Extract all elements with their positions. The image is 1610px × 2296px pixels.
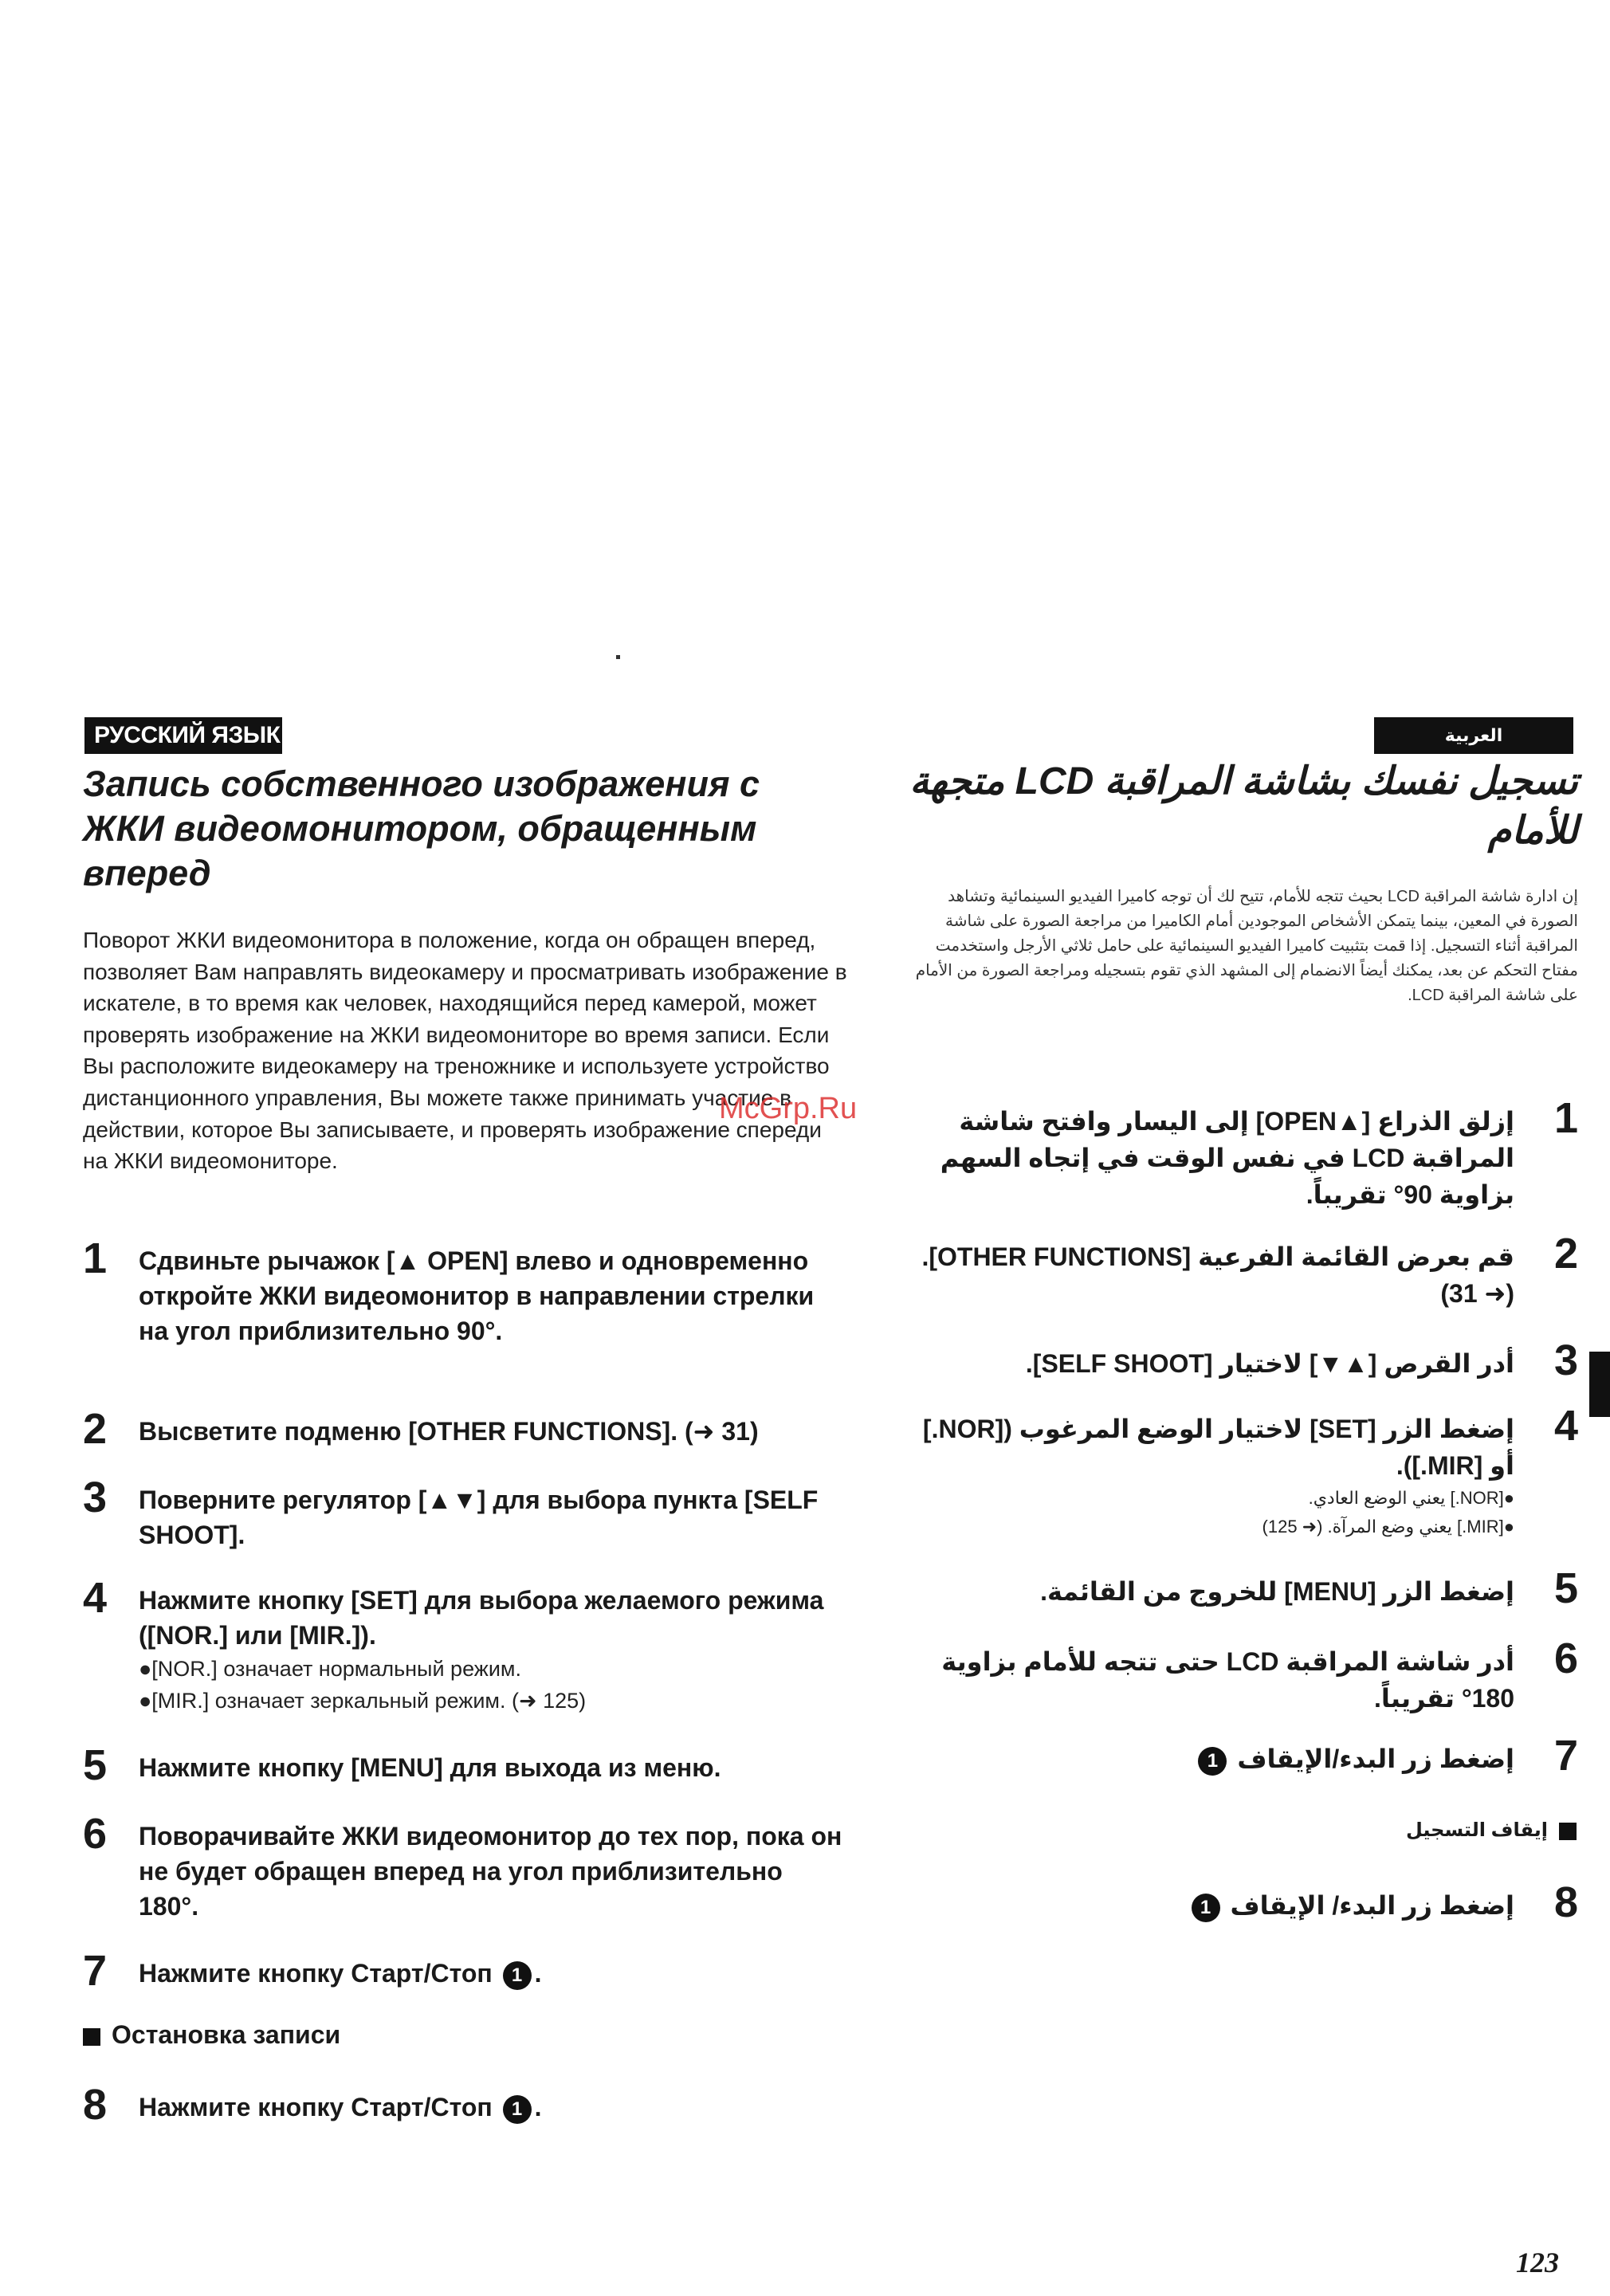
step-number: 7 <box>83 1947 108 1995</box>
ru-step-2 <box>83 1405 848 1453</box>
ru-step-3 <box>83 1474 848 1552</box>
square-bullet-icon <box>83 2028 100 2046</box>
step-number: 5 <box>1553 1564 1578 1612</box>
step-text: Нажмите кнопку [SET] для выбора желаемого режима ([NOR.] или [MIR.]). <box>139 1586 824 1650</box>
step-text: إضغط زر البدء/ الإيقاف <box>1230 1891 1514 1920</box>
step-number: 2 <box>83 1405 108 1453</box>
ar-stop-heading <box>909 1819 1577 1842</box>
watermark: McGrp.Ru <box>719 1092 858 1125</box>
scan-speck <box>616 655 620 659</box>
start-stop-button-icon: 1 <box>503 2095 532 2124</box>
step-text: Поверните регулятор [▲▼] для выбора пункта [SELF SHOOT]. <box>139 1486 819 1549</box>
ar-step-2 <box>909 1230 1578 1312</box>
step-text-end: . <box>534 2093 542 2121</box>
ru-step-6 <box>83 1810 848 1924</box>
step-text: Нажмите кнопку Старт/Стоп <box>139 2093 493 2121</box>
start-stop-button-icon: 1 <box>503 1961 532 1990</box>
step-number: 3 <box>1553 1336 1578 1384</box>
section-edge-tab <box>1589 1352 1610 1417</box>
ru-step-8 <box>83 2081 848 2129</box>
ru-language-badge: РУССКИЙ ЯЗЫК <box>84 717 282 754</box>
step-number: 8 <box>1553 1878 1578 1926</box>
step-text: Высветите подменю [OTHER FUNCTIONS]. (➜ 31) <box>139 1417 759 1446</box>
square-bullet-icon <box>1559 1823 1577 1840</box>
step-number: 8 <box>83 2081 108 2129</box>
step-number: 2 <box>1553 1230 1578 1278</box>
step-text-line <box>139 1956 848 1991</box>
step-text: Нажмите кнопку [MENU] для выхода из меню. <box>139 1753 721 1782</box>
stop-heading-text: إيقاف التسجيل <box>1405 1819 1548 1841</box>
step-note-nor: ●[NOR.] означает нормальный режим. <box>139 1657 521 1681</box>
step-text-end: . <box>534 1959 542 1988</box>
ar-language-badge: العربية <box>1374 717 1573 754</box>
step-text: إضغط الزر [MENU] للخروج من القائمة. <box>1040 1577 1514 1606</box>
ru-step-7 <box>83 1947 848 1995</box>
ar-step-5 <box>909 1564 1578 1612</box>
step-number: 7 <box>1553 1732 1578 1780</box>
step-text-line <box>909 1887 1514 1924</box>
ar-step-7 <box>909 1732 1578 1780</box>
step-note-mir: ●[MIR.] يعني وضع المرآة. (➜ 125) <box>1262 1517 1514 1537</box>
ru-step-4 <box>83 1574 848 1717</box>
ar-intro-paragraph: إن ادارة شاشة المراقبة LCD بحيث تتجه للأمام، تتيح لك أن توجه كاميرا الفيديو السينمائية وتشاهد الصورة في المعين، بينما يتمكن الأشخاص الموجودين أمام الكاميرا من مراجعة الصورة على شاشة المراقبة أثناء التسجيل. إذا قمت بتثبيت كاميرا الفيديو السينمائية على حامل ثلاثي الأرجل واستخدمت مفتاح التحكم عن بعد، يمكنك أيضاً الانضمام إلى المشهد الذي تقوم بتسجيله ومراجعة الصورة من الأمام على شاشة المراقبة LCD. <box>915 888 1578 1004</box>
step-text: Сдвиньте рычажок [▲ OPEN] влево и одновременно откройте ЖКИ видеомонитор в направлении стрелки на угол приблизительно 90°. <box>139 1246 815 1345</box>
step-text: أدر شاشة المراقبة LCD حتى تتجه للأمام بزاوية 180° تقريباً. <box>941 1647 1514 1713</box>
ru-stop-heading <box>83 2020 340 2050</box>
ar-step-6 <box>909 1635 1578 1717</box>
ar-step-8 <box>909 1878 1578 1926</box>
step-number: 3 <box>83 1474 108 1521</box>
step-text: إضغط زر البدء/الإيقاف <box>1237 1745 1514 1773</box>
ru-step-1 <box>83 1234 848 1348</box>
start-stop-button-icon: 1 <box>1192 1894 1220 1922</box>
step-text: أدر القرص [▲▼] لاختيار [SELF SHOOT]. <box>1025 1349 1514 1378</box>
step-note-mir: ●[MIR.] означает зеркальный режим. (➜ 125) <box>139 1689 587 1713</box>
ru-step-5 <box>83 1741 848 1789</box>
ar-step-1 <box>909 1094 1578 1213</box>
step-number: 1 <box>1553 1094 1578 1142</box>
step-number: 4 <box>83 1574 108 1622</box>
step-number: 6 <box>1553 1635 1578 1682</box>
step-text: Поворачивайте ЖКИ видеомонитор до тех пор, пока он не будет обращен вперед на угол приблизительно 180°. <box>139 1822 842 1921</box>
step-text-line <box>139 2090 848 2125</box>
step-number: 5 <box>83 1741 108 1789</box>
step-text: Нажмите кнопку Старт/Стоп <box>139 1959 493 1988</box>
start-stop-button-icon: 1 <box>1198 1747 1227 1776</box>
step-text: إزلق الذراع [▲OPEN] إلى اليسار وافتح شاشة المراقبة LCD في نفس الوقت في إتجاه السهم بزاوية 90° تقريباً. <box>940 1107 1514 1209</box>
ru-page-title: Запись собственного изображения с ЖКИ видеомонитором, обращенным вперед <box>83 763 760 893</box>
step-number: 6 <box>83 1810 108 1858</box>
ar-step-4 <box>909 1402 1578 1541</box>
step-text: قم بعرض القائمة الفرعية [OTHER FUNCTIONS]. (➜ 31) <box>921 1242 1514 1308</box>
step-text: إضغط الزر [SET] لاختيار الوضع المرغوب ([NOR.] أو [MIR.]). <box>922 1415 1514 1480</box>
step-text-line <box>909 1741 1514 1777</box>
step-note-nor: ●[NOR.] يعني الوضع العادي. <box>1308 1488 1514 1508</box>
step-number: 1 <box>83 1234 108 1282</box>
step-number: 4 <box>1553 1402 1578 1450</box>
ru-intro-paragraph: Поворот ЖКИ видеомонитора в положение, когда он обращен вперед, позволяет Вам направлять видеокамеру и просматривать изображение в искателе, в то время как человек, находящийся перед камерой, может проверять изображение на ЖКИ видеомониторе во время записи. Если Вы расположите видеокамеру на треножнике и используете устройство дистанционного управления, Вы можете также принимать участие в действии, которое Вы записываете, и проверять изображение спереди на ЖКИ видеомониторе. <box>83 928 847 1174</box>
ar-page-title: تسجيل نفسك بشاشة المراقبة LCD متجهة للأمام <box>909 760 1578 852</box>
page-number: 123 <box>1516 2247 1559 2278</box>
ar-step-3 <box>909 1336 1578 1384</box>
stop-heading-text: Остановка записи <box>112 2020 341 2049</box>
